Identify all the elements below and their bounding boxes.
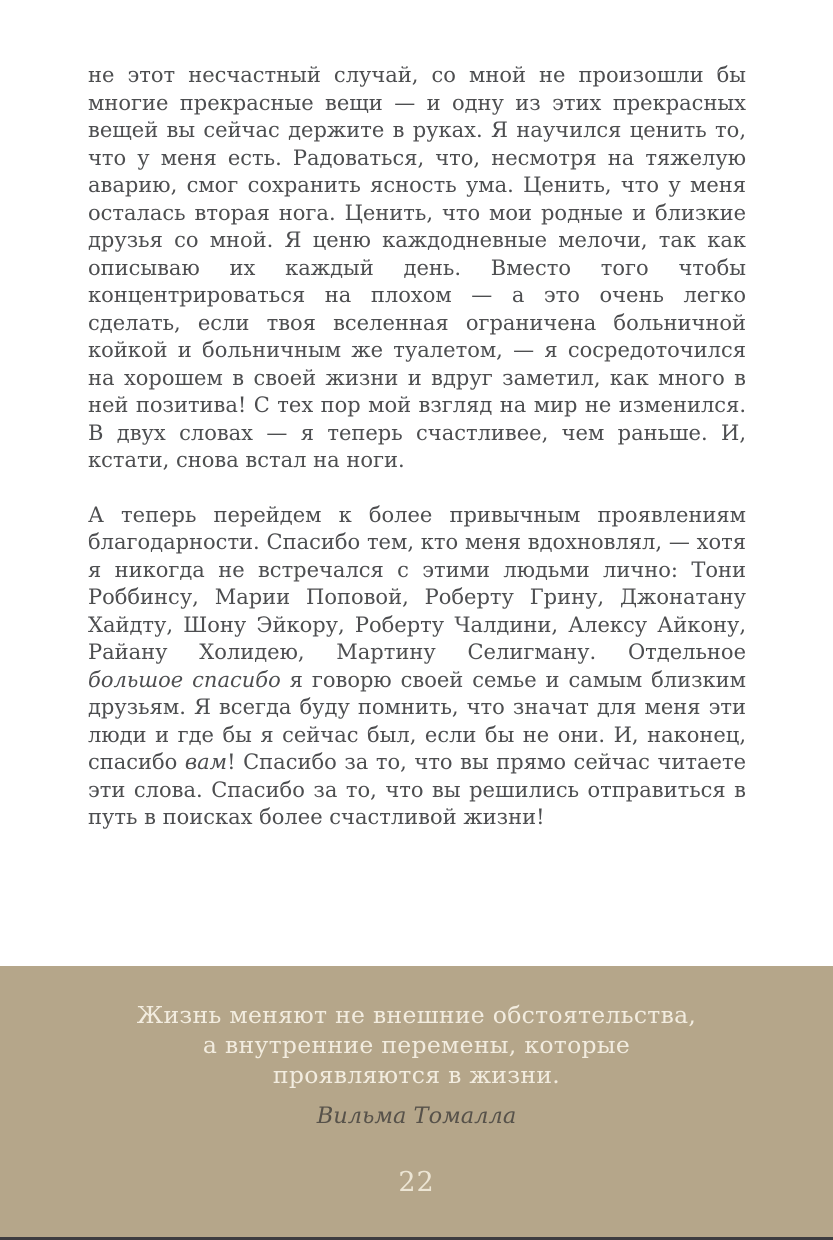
quote [0,966,833,1090]
page-number: 22 [398,1167,435,1198]
body-text [88,62,746,832]
quote-block [0,966,833,1240]
italic-phrase: вам [184,750,228,774]
quote-line: а внутренние перемены, которые [202,1031,631,1059]
paragraph-text: А теперь перейдем к более привычным проявлениям благодарности. Спасибо тем, кто меня вдохновлял, — хотя я никогда не встречался с этими людьми лично: Тони Роббинсу, Марии Поповой, Роберту Грину, Джонатану Хайдту, Шону Эйкору, Роберту Чалдини, Алексу Айкону, Райану Холидею, Мартину Селигману. Отдельное [88,502,746,664]
paragraph-text: я говорю своей семье и самым близким друзьям. Я всегда буду помнить, что значат для меня эти люди и где бы я сейчас был, если бы не они. И, наконец, спасибо [88,667,746,774]
paragraph [88,62,746,475]
paragraph [88,502,746,832]
quote-attribution: Вильма Томалла [316,1103,517,1129]
italic-phrase: большое спасибо [88,667,281,692]
quote-line: проявляются в жизни. [272,1061,561,1089]
paragraph-text: ! Спасибо за то, что вы прямо сейчас читаете эти слова. Спасибо за то, что вы решились отправиться в путь в поисках более счастливой жизни! [88,750,746,829]
quote-line: Жизнь меняют не внешние обстоятельства, [136,1001,697,1029]
paragraph-text: не этот несчастный случай, со мной не произошли бы многие прекрасные вещи — и одну из этих прекрасных вещей вы сейчас держите в руках. Я научился ценить то, что у меня есть. Радоваться, что, несмотря на тяжелую аварию, смог сохранить ясность ума. Ценить, что у меня осталась вторая нога. Ценить, что мои родные и близкие друзья со мной. Я ценю каждодневные мелочи, так как описываю их каждый день. Вместо того чтобы концентрироваться на плохом — а это очень легко сделать, если твоя вселенная ограничена больничной койкой и больничным же туалетом, — я сосредоточился на хорошем в своей жизни и вдруг заметил, как много в ней позитива! С тех пор мой взгляд на мир не изменился. В двух словах — я теперь счастливее, чем раньше. И, кстати, снова встал на ноги. [88,63,746,472]
